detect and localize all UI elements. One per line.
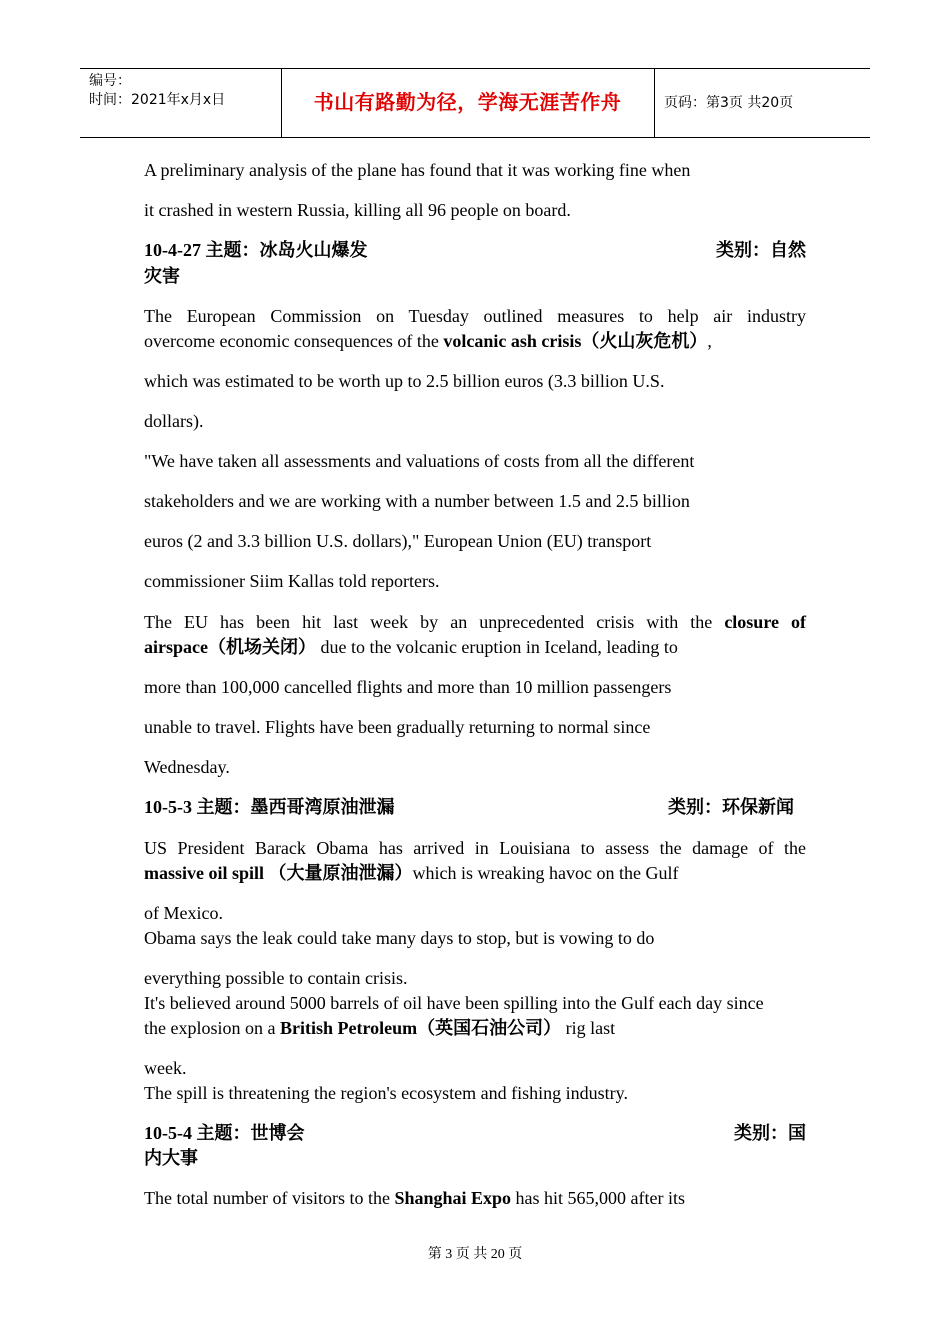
text-run: , [707,331,712,351]
page-footer: 第 3 页 共 20 页 [427,1247,523,1262]
paragraph-line: euros (2 and 3.3 billion U.S. dollars)," European Union (EU) transport [144,531,652,551]
paragraph-line: more than 100,000 cancelled flights and more than 10 million passengers [144,677,672,697]
text-run: which is wreaking havoc on the Gulf [412,863,679,883]
paragraph-line [144,610,806,635]
paragraph-line: Wednesday. [144,757,230,777]
section-date-topic: 10-5-3 主题：墨西哥湾原油泄漏 [144,797,395,817]
section-category: 类别：国 [734,1123,806,1143]
number-label: 编号： [89,73,131,89]
paragraph-line: It's believed around 5000 barrels of oil have been spilling into the Gulf each day since [144,993,764,1013]
paragraph-line: which was estimated to be worth up to 2.5 billion euros (3.3 billion U.S. [144,371,665,391]
time-label: 时间：2021年x月x日 [89,92,226,108]
key-term: airspace（机场关闭） [144,637,316,657]
key-term: Shanghai Expo [394,1188,512,1208]
page-header [80,68,870,138]
key-term: closure of [724,612,807,632]
text-run: the explosion on a [144,1018,280,1038]
section-category-continued: 灾害 [144,266,180,286]
paragraph-line: US President Barack Obama has arrived in Louisiana to assess the damage of the [144,838,806,858]
section-heading-oil-spill [144,795,794,820]
paragraph-line: commissioner Siim Kallas told reporters. [144,571,440,591]
text-run: due to the volcanic eruption in Iceland, leading to [315,637,678,657]
key-term: volcanic ash crisis（火山灰危机） [443,331,708,351]
paragraph-line: of Mexico. [144,903,223,923]
paragraph-line [144,1186,806,1211]
section-heading-expo [144,1121,806,1146]
paragraph-line [144,635,806,660]
text-run: overcome economic consequences of the [144,331,444,351]
paragraph-line: stakeholders and we are working with a number between 1.5 and 2.5 billion [144,491,690,511]
header-meta-cell [80,69,282,137]
section-category: 类别：自然 [716,240,806,260]
paragraph-line: dollars). [144,411,204,431]
key-term: massive oil spill （大量原油泄漏） [144,863,413,883]
text-run: has hit 565,000 after its [511,1188,685,1208]
section-date-topic: 10-4-27 主题：冰岛火山爆发 [144,240,368,260]
paragraph-line: it crashed in western Russia, killing all 96 people on board. [144,200,571,220]
header-page-cell [655,69,870,137]
text-run: rig last [561,1018,616,1038]
paragraph-line: "We have taken all assessments and valuations of costs from all the different [144,451,695,471]
section-category-continued: 内大事 [144,1148,198,1168]
paragraph-line: everything possible to contain crisis. [144,968,408,988]
key-term: British Petroleum（英国石油公司） [279,1018,562,1038]
paragraph-line: week. [144,1058,187,1078]
section-category: 类别：环保新闻 [668,797,794,817]
paragraph-line [144,1016,806,1041]
header-motto-cell [281,69,655,137]
text-run: The EU has been hit last week by an unprecedented crisis with the [144,612,725,632]
paragraph-line [144,861,806,886]
paragraph-line: The European Commission on Tuesday outlined measures to help air industry [144,306,806,326]
section-date-topic: 10-5-4 主题：世博会 [144,1123,305,1143]
motto: 书山有路勤为径，学海无涯苦作舟 [313,90,622,114]
paragraph-line: A preliminary analysis of the plane has found that it was working fine when [144,160,691,180]
paragraph-line: The spill is threatening the region's ecosystem and fishing industry. [144,1083,628,1103]
text-run: The total number of visitors to the [144,1188,395,1208]
paragraph-line: Obama says the leak could take many days to stop, but is vowing to do [144,928,655,948]
page-label: 页码：第3页 共20页 [664,95,794,111]
paragraph-line: unable to travel. Flights have been gradually returning to normal since [144,717,651,737]
paragraph-line [144,329,806,354]
section-heading-volcano [144,238,806,263]
